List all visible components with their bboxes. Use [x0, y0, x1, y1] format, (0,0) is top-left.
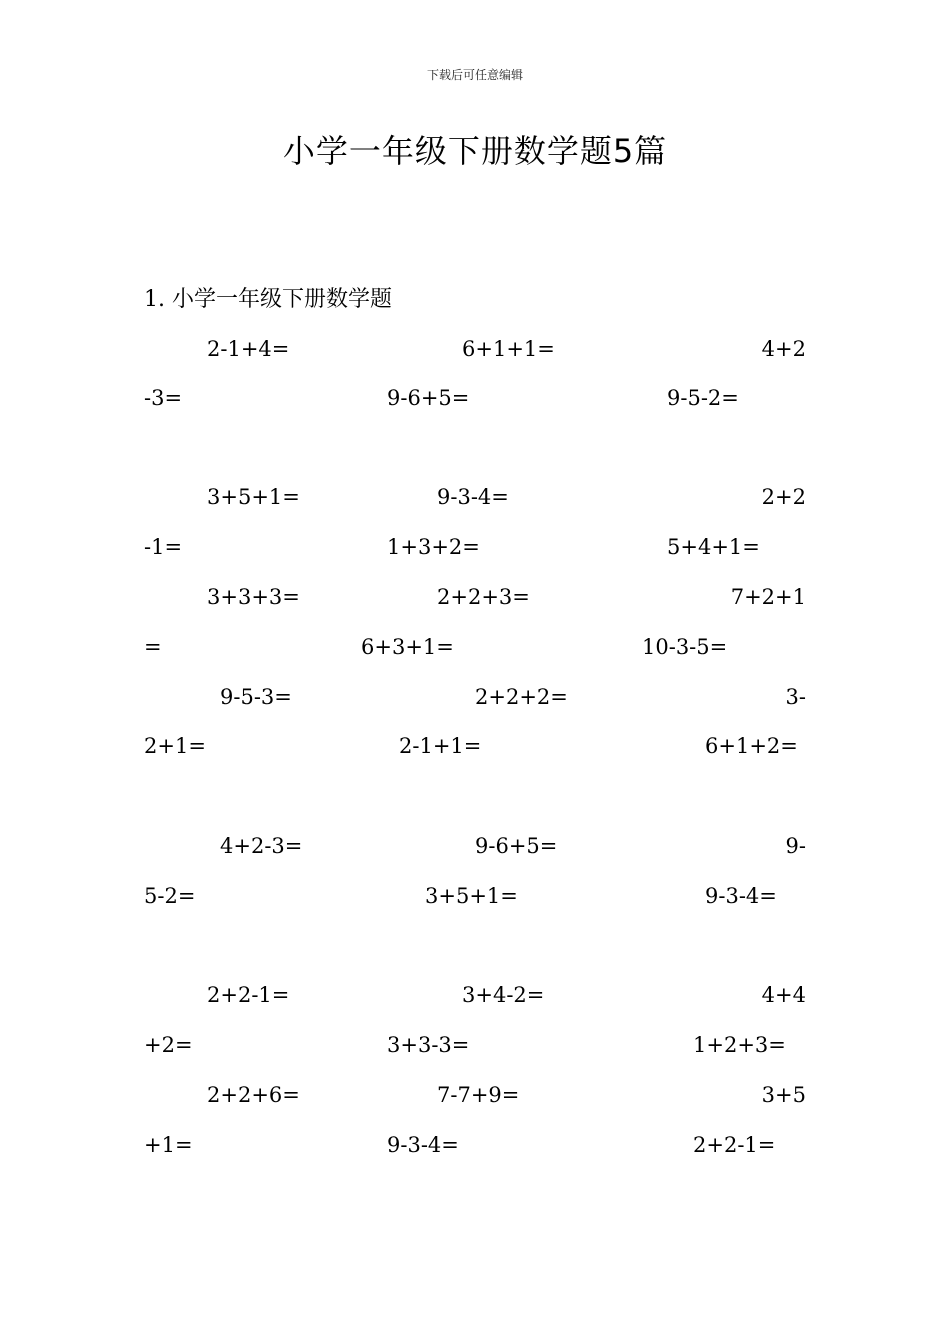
problem-line [0, 1080, 950, 1110]
section-heading: 1. 小学一年级下册数学题 [144, 287, 392, 312]
problem-item: 9-3-4= [437, 485, 509, 509]
problem-item: 9-3-4= [387, 1133, 459, 1157]
problem-item: 3+3+3= [207, 585, 300, 609]
problem-item: 2+2-1= [207, 983, 290, 1007]
problem-line [0, 980, 950, 1010]
problem-item: 1+2+3= [693, 1033, 786, 1057]
problem-line [0, 881, 950, 911]
problem-line [0, 582, 950, 612]
problem-item: 3+3-3= [387, 1033, 470, 1057]
problem-item: 5-2= [144, 884, 196, 908]
problem-item: 2+1= [144, 734, 206, 758]
problem-item: 2-1+1= [399, 734, 482, 758]
problem-item: -3= [144, 386, 183, 410]
problem-line [0, 482, 950, 512]
problem-item: 9-5-3= [220, 685, 292, 709]
problem-line [0, 532, 950, 562]
problem-item: 3+5 [761, 1083, 806, 1107]
problem-line [0, 334, 950, 364]
problem-item: 6+1+2= [705, 734, 798, 758]
problem-item: 2+2+2= [475, 685, 568, 709]
problem-line [0, 682, 950, 712]
problem-item: 9-3-4= [705, 884, 777, 908]
problem-item: 1+3+2= [387, 535, 480, 559]
problem-item: 9-6+5= [387, 386, 470, 410]
problem-line [0, 632, 950, 662]
problem-item: 7+2+1 [730, 585, 806, 609]
problem-item: +1= [144, 1133, 193, 1157]
problem-item: 9- [785, 834, 806, 858]
problem-item: 2-1+4= [207, 337, 290, 361]
problem-item: 4+4 [761, 983, 806, 1007]
problem-line [0, 1130, 950, 1160]
problem-line [0, 731, 950, 761]
header-note: 下载后可任意编辑 [426, 68, 523, 82]
problem-item: 3+4-2= [462, 983, 545, 1007]
problem-item: 2+2+3= [437, 585, 530, 609]
problem-item: 3+5+1= [425, 884, 518, 908]
problem-item: 9-5-2= [667, 386, 739, 410]
problem-item: 4+2 [761, 337, 806, 361]
problem-item: 6+3+1= [361, 635, 454, 659]
problem-item: 3- [785, 685, 806, 709]
problem-item: 4+2-3= [220, 834, 303, 858]
problem-item: 9-6+5= [475, 834, 558, 858]
problem-line [0, 383, 950, 413]
document-title: 小学一年级下册数学题5篇 [282, 132, 668, 170]
problem-item: 2+2-1= [693, 1133, 776, 1157]
problem-item: -1= [144, 535, 183, 559]
problem-item: 2+2+6= [207, 1083, 300, 1107]
problem-line [0, 1030, 950, 1060]
problem-line [0, 831, 950, 861]
problem-item: 5+4+1= [667, 535, 760, 559]
problem-item: 3+5+1= [207, 485, 300, 509]
problem-item: 2+2 [761, 485, 806, 509]
problem-item: = [144, 635, 162, 659]
problem-item: 6+1+1= [462, 337, 555, 361]
problem-item: +2= [144, 1033, 193, 1057]
problem-item: 7-7+9= [437, 1083, 520, 1107]
problem-item: 10-3-5= [642, 635, 728, 659]
